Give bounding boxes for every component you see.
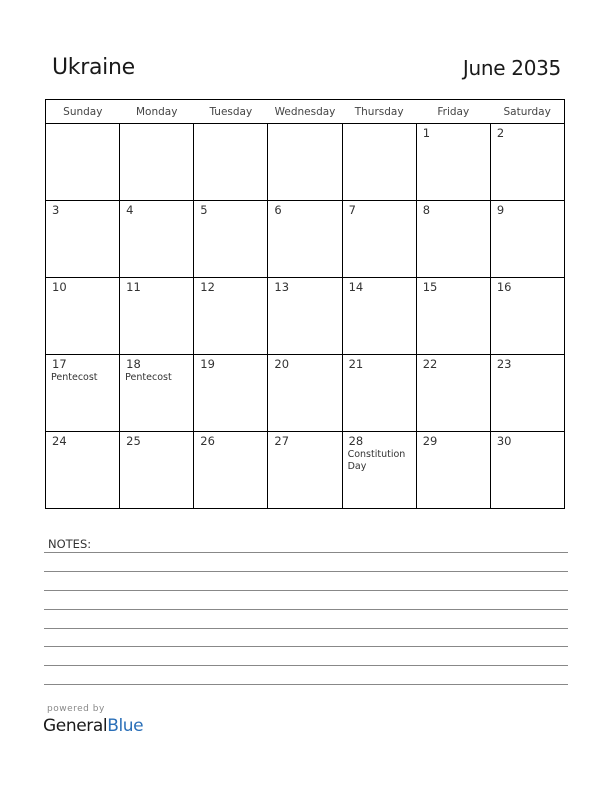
day-cell (416, 278, 490, 355)
day-cell (268, 355, 342, 432)
month-year-title: June 2035 (462, 56, 561, 80)
holiday-label: Pentecost (125, 372, 172, 383)
day-cell (490, 201, 564, 278)
note-line (44, 609, 568, 610)
weekday-monday: Monday (120, 100, 194, 124)
week-row (46, 355, 565, 432)
day-number (268, 124, 341, 126)
day-number: 7 (348, 203, 356, 217)
day-number: 17 (52, 357, 67, 371)
calendar-grid (45, 99, 565, 509)
day-number: 12 (200, 280, 215, 294)
day-cell (490, 355, 564, 432)
week-row (46, 432, 565, 509)
day-number: 30 (496, 434, 512, 448)
brand-blue: Blue (107, 716, 144, 736)
weekday-wednesday: Wednesday (268, 100, 342, 124)
day-number: 29 (422, 434, 438, 448)
day-number: 25 (126, 434, 141, 448)
day-cell (46, 278, 120, 355)
weekday-sunday: Sunday (46, 100, 120, 124)
day-number (194, 124, 267, 126)
day-number: 14 (348, 280, 364, 294)
day-cell (342, 278, 416, 355)
note-line (44, 646, 568, 647)
day-cell (490, 432, 564, 509)
day-number: 22 (422, 357, 438, 371)
country-title: Ukraine (52, 55, 135, 80)
day-cell (342, 355, 416, 432)
day-number: 23 (496, 357, 512, 371)
week-row (46, 201, 565, 278)
day-number: 26 (200, 434, 215, 448)
week-row (46, 124, 565, 201)
day-number: 3 (52, 203, 60, 217)
generalblue-logo (43, 716, 143, 736)
day-cell (268, 124, 342, 201)
day-cell (194, 278, 268, 355)
weekday-tuesday: Tuesday (194, 100, 268, 124)
notes-label: NOTES: (48, 537, 92, 551)
day-number: 11 (126, 280, 141, 294)
weekday-friday: Friday (416, 100, 490, 124)
day-number: 15 (422, 280, 438, 294)
day-cell (46, 124, 120, 201)
weekday-header-row (46, 100, 565, 124)
day-number: 13 (274, 280, 290, 294)
day-number (343, 124, 416, 126)
day-cell (120, 355, 194, 432)
day-number: 1 (422, 126, 431, 140)
brand-general: General (43, 716, 108, 736)
day-cell (46, 355, 120, 432)
day-cell (120, 432, 194, 509)
weekday-thursday: Thursday (342, 100, 416, 124)
day-number: 2 (496, 126, 505, 140)
day-number: 8 (422, 203, 431, 217)
day-cell (416, 432, 490, 509)
day-number: 19 (200, 357, 215, 371)
day-cell (120, 124, 194, 201)
day-cell (416, 124, 490, 201)
day-cell (46, 201, 120, 278)
day-cell (194, 432, 268, 509)
day-cell (268, 432, 342, 509)
day-number (46, 124, 119, 126)
day-cell (490, 278, 564, 355)
day-number: 6 (274, 203, 282, 217)
day-number: 20 (274, 357, 290, 371)
week-row (46, 278, 565, 355)
day-cell (120, 278, 194, 355)
holiday-label: Constitution Day (347, 449, 406, 472)
day-number: 16 (496, 280, 512, 294)
day-number: 24 (52, 434, 67, 448)
note-line (44, 552, 568, 553)
note-line (44, 571, 568, 572)
note-line (44, 590, 568, 591)
day-cell (194, 201, 268, 278)
day-cell (342, 201, 416, 278)
day-cell (268, 278, 342, 355)
note-line (44, 628, 568, 629)
day-cell (268, 201, 342, 278)
holiday-label: Pentecost (51, 372, 98, 383)
day-number: 28 (348, 434, 364, 448)
day-cell (416, 201, 490, 278)
day-number: 10 (52, 280, 67, 294)
day-number: 4 (126, 203, 134, 217)
day-number: 21 (348, 357, 364, 371)
day-cell (194, 355, 268, 432)
day-number: 18 (126, 357, 141, 371)
note-line (44, 665, 568, 666)
day-cell (342, 432, 416, 509)
day-cell (194, 124, 268, 201)
day-number (120, 124, 193, 126)
powered-by-text: powered by (47, 704, 105, 714)
day-number: 27 (274, 434, 290, 448)
day-number: 5 (200, 203, 208, 217)
day-number: 9 (496, 203, 505, 217)
day-cell (490, 124, 564, 201)
day-cell (416, 355, 490, 432)
day-cell (342, 124, 416, 201)
weekday-saturday: Saturday (490, 100, 564, 124)
day-cell (120, 201, 194, 278)
note-line (44, 684, 568, 685)
day-cell (46, 432, 120, 509)
